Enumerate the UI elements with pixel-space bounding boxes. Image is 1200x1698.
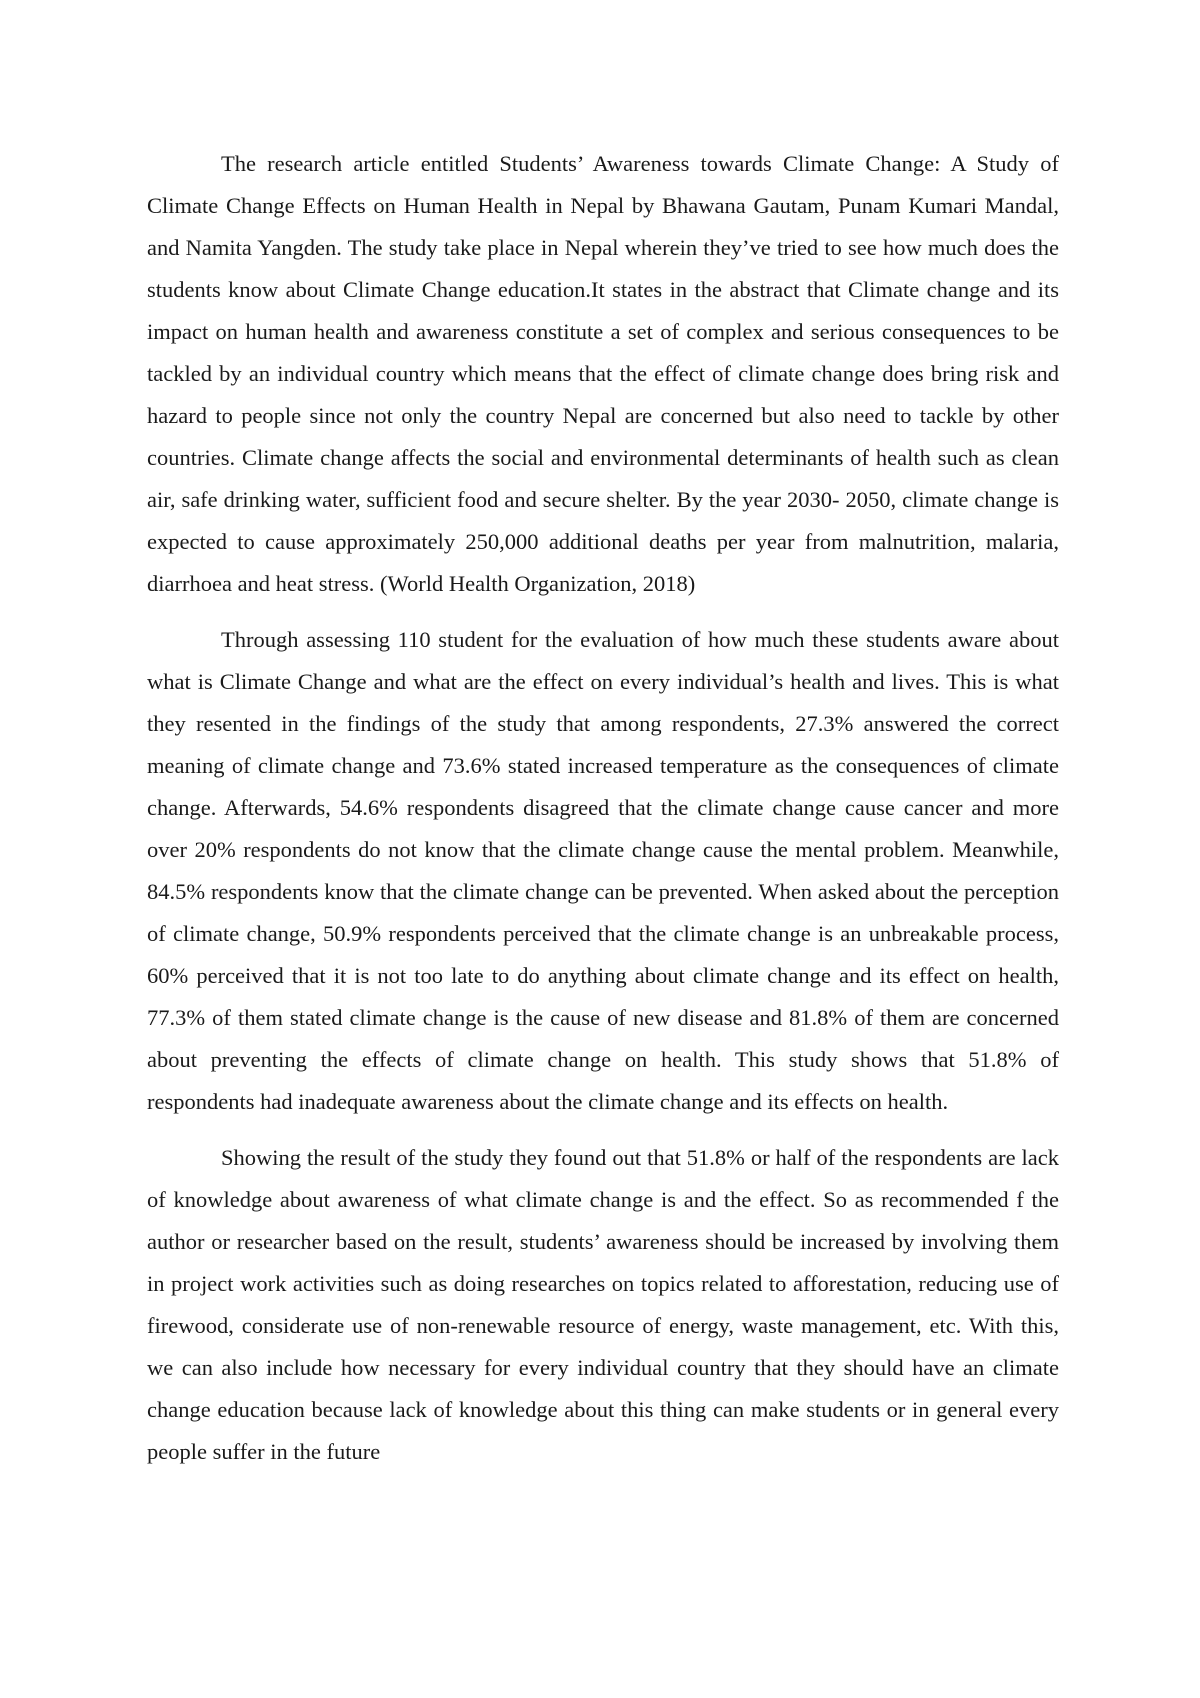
paragraph-study-summary: The research article entitled Students’ Awareness towards Climate Change: A Study of Climate Change Effects on Human Health in Nepal by Bhawana Gautam, Punam Kumari Mandal, and Namita Yangden. The study take place in Nepal wherein they’ve tried to see how much does the students know about Climate Change education.It states in the abstract that Climate change and its impact on human health and awareness constitute a set of complex and serious consequences to be tackled by an individual country which means that the effect of climate change does bring risk and hazard to people since not only the country Nepal are concerned but also need to tackle by other countries. Climate change affects the social and environmental determinants of health such as clean air, safe drinking water, sufficient food and secure shelter. By the year 2030- 2050, climate change is expected to cause approximately 250,000 additional deaths per year from malnutrition, malaria, diarrhoea and heat stress. (World Health Organization, 2018)	[147, 151, 1059, 596]
document-body	[147, 143, 1059, 1487]
paragraph-findings: Through assessing 110 student for the evaluation of how much these students aware about what is Climate Change and what are the effect on every individual’s health and lives. This is what they resented in the findings of the study that among respondents, 27.3% answered the correct meaning of climate change and 73.6% stated increased temperature as the consequences of climate change. Afterwards, 54.6% respondents disagreed that the climate change cause cancer and more over 20% respondents do not know that the climate change cause the mental problem. Meanwhile, 84.5% respondents know that the climate change can be prevented. When asked about the perception of climate change, 50.9% respondents perceived that the climate change is an unbreakable process, 60% perceived that it is not too late to do anything about climate change and its effect on health, 77.3% of them stated climate change is the cause of new disease and 81.8% of them are concerned about preventing the effects of climate change on health. This study shows that 51.8% of respondents had inadequate awareness about the climate change and its effects on health.	[147, 627, 1059, 1114]
paragraph-recommendations: Showing the result of the study they found out that 51.8% or half of the respondents are lack of knowledge about awareness of what climate change is and the effect. So as recommended f the author or researcher based on the result, students’ awareness should be increased by involving them in project work activities such as doing researches on topics related to afforestation, reducing use of firewood, considerate use of non-renewable resource of energy, waste management, etc. With this, we can also include how necessary for every individual country that they should have an climate change education because lack of knowledge about this thing can make students or in general every people suffer in the future	[147, 1145, 1059, 1464]
